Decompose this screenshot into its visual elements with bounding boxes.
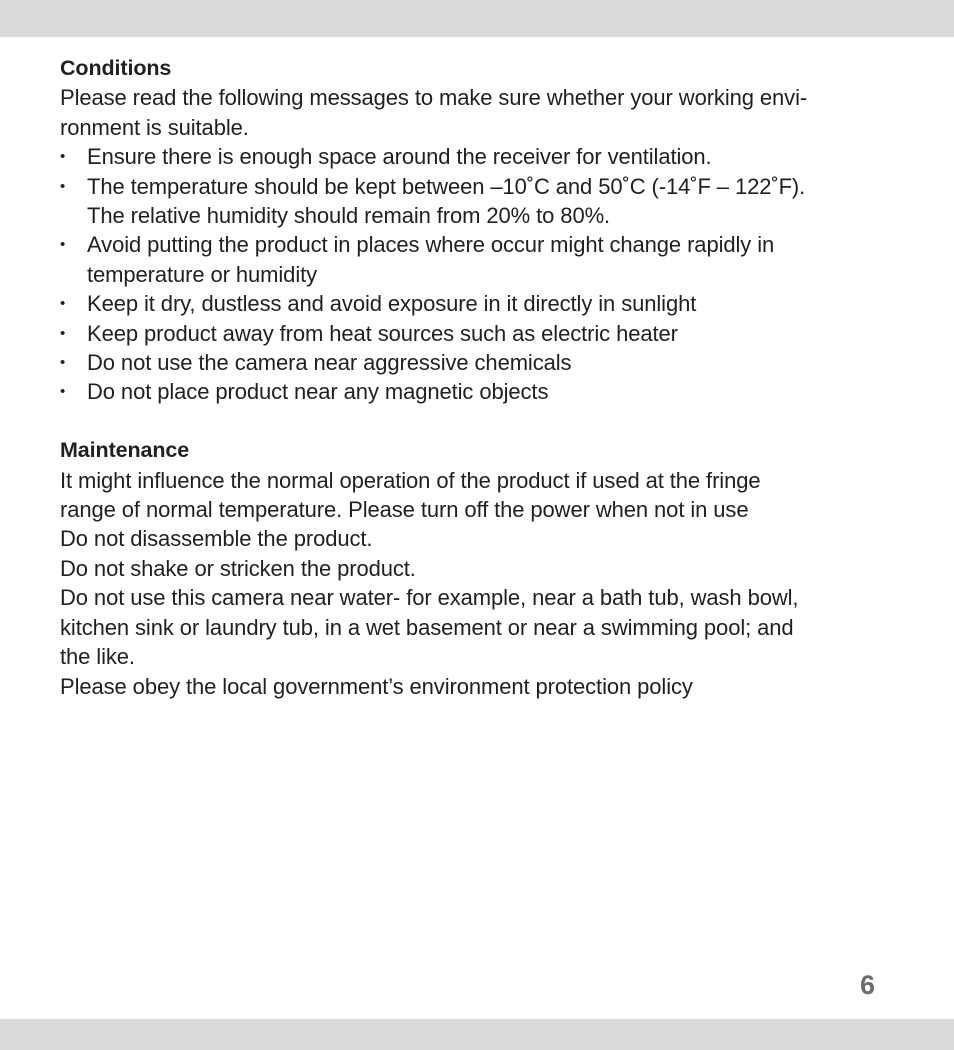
list-item <box>60 230 920 289</box>
list-item-line: Keep product away from heat sources such as electric heater <box>87 320 678 346</box>
list-item-line: Do not use the camera near aggressive chemicals <box>87 350 572 376</box>
list-item-line: Avoid putting the product in places where occur might change rapidly in <box>87 232 775 258</box>
page-number: 6 <box>860 970 876 1000</box>
bottom-band <box>0 1019 954 1050</box>
page-content <box>60 54 920 701</box>
list-item-line: Ensure there is enough space around the receiver for ventilation. <box>87 144 712 170</box>
section-spacer <box>60 407 920 436</box>
list-item <box>60 319 920 348</box>
bullet-icon: • <box>60 324 66 342</box>
maintenance-line: range of normal temperature. Please turn off the power when not in use <box>60 497 749 523</box>
maintenance-line: Do not disassemble the product. <box>60 526 373 552</box>
conditions-intro-line-2: ronment is suitable. <box>60 114 249 140</box>
list-item-line: Do not place product near any magnetic objects <box>87 379 549 405</box>
maintenance-line: It might influence the normal operation of the product if used at the fringe <box>60 467 761 493</box>
bullet-icon: • <box>60 383 66 401</box>
conditions-intro-line-1: Please read the following messages to make sure whether your working envi- <box>60 85 808 111</box>
maintenance-line: Do not use this camera near water- for example, near a bath tub, wash bowl, <box>60 585 799 611</box>
list-item <box>60 172 920 231</box>
list-item-line: Keep it dry, dustless and avoid exposure in it directly in sunlight <box>87 291 697 317</box>
top-band <box>0 0 954 37</box>
list-item <box>60 142 920 171</box>
bullet-icon: • <box>60 177 66 195</box>
list-item-line: temperature or humidity <box>87 261 318 287</box>
list-item <box>60 377 920 406</box>
conditions-intro <box>60 83 920 142</box>
conditions-heading: Conditions <box>60 56 172 80</box>
list-item-line: The relative humidity should remain from 20% to 80%. <box>87 203 611 229</box>
maintenance-line: the like. <box>60 644 135 670</box>
list-item <box>60 289 920 318</box>
bullet-icon: • <box>60 354 66 372</box>
bullet-icon: • <box>60 295 66 313</box>
maintenance-heading: Maintenance <box>60 438 190 463</box>
conditions-list <box>60 142 920 407</box>
list-item-line: The temperature should be kept between –10˚C and 50˚C (-14˚F – 122˚F). <box>87 173 806 199</box>
maintenance-line: kitchen sink or laundry tub, in a wet basement or near a swimming pool; and <box>60 614 794 640</box>
maintenance-line: Do not shake or stricken the product. <box>60 555 416 581</box>
bullet-icon: • <box>60 236 66 254</box>
maintenance-text <box>60 466 920 701</box>
bullet-icon: • <box>60 148 66 166</box>
maintenance-line: Please obey the local government’s environment protection policy <box>60 673 693 699</box>
list-item <box>60 348 920 377</box>
